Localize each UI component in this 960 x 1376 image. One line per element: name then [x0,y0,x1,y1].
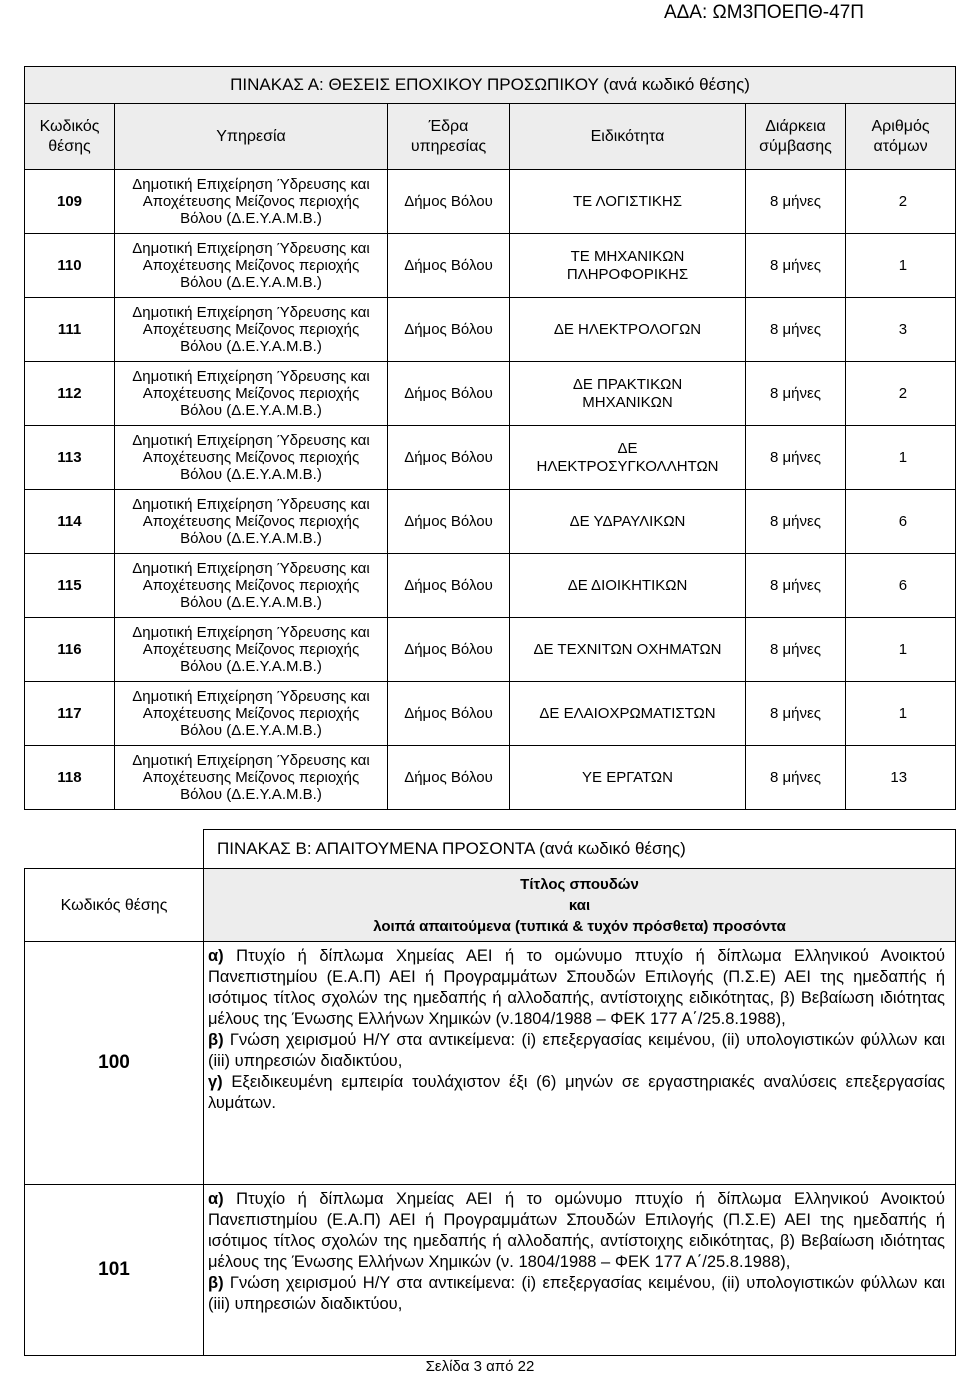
staff-count: 2 [846,362,956,426]
specialty: ΔΕ ΤΕΧΝΙΤΩΝ ΟΧΗΜΑΤΩΝ [510,618,746,682]
table-b-spacer [25,830,204,869]
position-code: 114 [25,490,115,554]
requirement-item: β) Γνώση χειρισμού Η/Υ στα αντικείμενα: (i) επεξεργασίας κειμένου, (ii) υπολογιστικών φύλλων και (iii) υπηρεσιών διαδικτύου, [208,1031,945,1070]
staff-count: 6 [846,554,956,618]
specialty: ΔΕ ΠΡΑΚΤΙΚΩΝ ΜΗΧΑΝΙΚΩΝ [510,362,746,426]
specialty: ΤΕ ΛΟΓΙΣΤΙΚΗΣ [510,170,746,234]
position-code: 101 [25,1185,204,1356]
col-seat-header: Έδρα υπηρεσίας [388,104,510,170]
col-code-header: Κωδικός θέσης [25,104,115,170]
col-b-code-header: Κωδικός θέσης [25,869,204,942]
contract-duration: 8 μήνες [746,170,846,234]
table-a [24,66,956,810]
service-name: Δημοτική Επιχείρηση Ύδρευσης και Αποχέτευσης Μείζονος περιοχής Βόλου (Δ.Ε.Υ.Α.Μ.Β.) [115,298,388,362]
contract-duration: 8 μήνες [746,682,846,746]
contract-duration: 8 μήνες [746,234,846,298]
table-row [25,362,956,426]
requirement-item: α) Πτυχίο ή δίπλωμα Χημείας ΑΕΙ ή το ομώνυμο πτυχίο ή δίπλωμα Ελληνικού Ανοικτού Πανεπιστημίου (Ε.Α.Π) ΑΕΙ ή Προγραμμάτων Σπουδών Επιλογής (Π.Σ.Ε) ΑΕΙ της ημεδαπής ή ισότιμος τίτλος σχολών της ημεδαπής ή αλλοδαπής, αντίστοιχης ειδικότητας, β) Βεβαίωση ιδιότητας μέλους της Ένωσης Ελλήνων Χημικών (ν.1804/1988 – ΦΕΚ 177 Α΄/25.8.1988), [208,947,945,1028]
service-seat: Δήμος Βόλου [388,682,510,746]
col-specialty-header: Ειδικότητα [510,104,746,170]
staff-count: 1 [846,426,956,490]
specialty: ΥΕ ΕΡΓΑΤΩΝ [510,746,746,810]
staff-count: 3 [846,298,956,362]
contract-duration: 8 μήνες [746,490,846,554]
table-row [25,746,956,810]
contract-duration: 8 μήνες [746,618,846,682]
service-name: Δημοτική Επιχείρηση Ύδρευσης και Αποχέτευσης Μείζονος περιοχής Βόλου (Δ.Ε.Υ.Α.Μ.Β.) [115,746,388,810]
table-row [25,426,956,490]
staff-count: 1 [846,234,956,298]
requirements-row [25,1185,956,1356]
service-name: Δημοτική Επιχείρηση Ύδρευσης και Αποχέτευσης Μείζονος περιοχής Βόλου (Δ.Ε.Υ.Α.Μ.Β.) [115,682,388,746]
requirements-text [204,1185,956,1356]
service-name: Δημοτική Επιχείρηση Ύδρευσης και Αποχέτευσης Μείζονος περιοχής Βόλου (Δ.Ε.Υ.Α.Μ.Β.) [115,170,388,234]
service-name: Δημοτική Επιχείρηση Ύδρευσης και Αποχέτευσης Μείζονος περιοχής Βόλου (Δ.Ε.Υ.Α.Μ.Β.) [115,426,388,490]
position-code: 117 [25,682,115,746]
service-seat: Δήμος Βόλου [388,170,510,234]
page-number: Σελίδα 3 από 22 [425,1358,535,1375]
requirements-row [25,942,956,1185]
staff-count: 13 [846,746,956,810]
staff-count: 2 [846,170,956,234]
service-name: Δημοτική Επιχείρηση Ύδρευσης και Αποχέτευσης Μείζονος περιοχής Βόλου (Δ.Ε.Υ.Α.Μ.Β.) [115,490,388,554]
table-row [25,298,956,362]
table-row [25,170,956,234]
service-seat: Δήμος Βόλου [388,554,510,618]
col-b-req-header: Τίτλος σπουδών και λοιπά απαιτούμενα (τυπικά & τυχόν πρόσθετα) προσόντα [204,869,956,942]
service-name: Δημοτική Επιχείρηση Ύδρευσης και Αποχέτευσης Μείζονος περιοχής Βόλου (Δ.Ε.Υ.Α.Μ.Β.) [115,234,388,298]
specialty: ΔΕ ΥΔΡΑΥΛΙΚΩΝ [510,490,746,554]
position-code: 115 [25,554,115,618]
col-count-header: Αριθμός ατόμων [846,104,956,170]
service-name: Δημοτική Επιχείρηση Ύδρευσης και Αποχέτευσης Μείζονος περιοχής Βόλου (Δ.Ε.Υ.Α.Μ.Β.) [115,618,388,682]
requirements-text [204,942,956,1185]
position-code: 118 [25,746,115,810]
contract-duration: 8 μήνες [746,298,846,362]
position-code: 109 [25,170,115,234]
ada-code: ΑΔΑ: ΩΜ3ΠΟΕΠΘ-47Π [663,2,864,23]
table-row [25,234,956,298]
service-seat: Δήμος Βόλου [388,490,510,554]
contract-duration: 8 μήνες [746,554,846,618]
table-b-title: ΠΙΝΑΚΑΣ Β: ΑΠΑΙΤΟΥΜΕΝΑ ΠΡΟΣΟΝΤΑ (ανά κωδικό θέσης) [204,830,956,869]
table-row [25,618,956,682]
staff-count: 1 [846,618,956,682]
position-code: 110 [25,234,115,298]
specialty: ΔΕ ΗΛΕΚΤΡΟΣΥΓΚΟΛΛΗΤΩΝ [510,426,746,490]
requirement-item: β) Γνώση χειρισμού Η/Υ στα αντικείμενα: (i) επεξεργασίας κειμένου, (ii) υπολογιστικών φύλλων και (iii) υπηρεσιών διαδικτύου, [208,1274,945,1313]
requirement-item: γ) Εξειδικευμένη εμπειρία τουλάχιστον έξι (6) μηνών σε εργαστηριακές αναλύσεις επεξεργασίας λυμάτων. [208,1073,945,1112]
specialty: ΤΕ ΜΗΧΑΝΙΚΩΝ ΠΛΗΡΟΦΟΡΙΚΗΣ [510,234,746,298]
service-seat: Δήμος Βόλου [388,362,510,426]
specialty: ΔΕ ΗΛΕΚΤΡΟΛΟΓΩΝ [510,298,746,362]
contract-duration: 8 μήνες [746,426,846,490]
contract-duration: 8 μήνες [746,362,846,426]
contract-duration: 8 μήνες [746,746,846,810]
service-seat: Δήμος Βόλου [388,746,510,810]
staff-count: 1 [846,682,956,746]
col-duration-header: Διάρκεια σύμβασης [746,104,846,170]
service-name: Δημοτική Επιχείρηση Ύδρευσης και Αποχέτευσης Μείζονος περιοχής Βόλου (Δ.Ε.Υ.Α.Μ.Β.) [115,362,388,426]
staff-count: 6 [846,490,956,554]
position-code: 113 [25,426,115,490]
requirement-item: α) Πτυχίο ή δίπλωμα Χημείας ΑΕΙ ή το ομώνυμο πτυχίο ή δίπλωμα Ελληνικού Ανοικτού Πανεπιστημίου (Ε.Α.Π) ΑΕΙ ή Προγραμμάτων Σπουδών Επιλογής (Π.Σ.Ε) ΑΕΙ της ημεδαπής ή ισότιμος τίτλος σχολών της ημεδαπής ή αλλοδαπής, αντίστοιχης ειδικότητας, β) Βεβαίωση ιδιότητας μέλους της Ένωσης Ελλήνων Χημικών (ν. 1804/1988 – ΦΕΚ 177 Α΄/25.8.1988), [208,1190,945,1271]
specialty: ΔΕ ΔΙΟΙΚΗΤΙΚΩΝ [510,554,746,618]
service-seat: Δήμος Βόλου [388,234,510,298]
service-seat: Δήμος Βόλου [388,298,510,362]
service-name: Δημοτική Επιχείρηση Ύδρευσης και Αποχέτευσης Μείζονος περιοχής Βόλου (Δ.Ε.Υ.Α.Μ.Β.) [115,554,388,618]
col-service-header: Υπηρεσία [115,104,388,170]
service-seat: Δήμος Βόλου [388,618,510,682]
table-row [25,554,956,618]
specialty: ΔΕ ΕΛΑΙΟΧΡΩΜΑΤΙΣΤΩΝ [510,682,746,746]
table-row [25,490,956,554]
table-a-title: ΠΙΝΑΚΑΣ Α: ΘΕΣΕΙΣ ΕΠΟΧΙΚΟΥ ΠΡΟΣΩΠΙΚΟΥ (ανά κωδικό θέσης) [25,67,956,104]
position-code: 112 [25,362,115,426]
service-seat: Δήμος Βόλου [388,426,510,490]
position-code: 116 [25,618,115,682]
position-code: 111 [25,298,115,362]
table-b [24,829,956,1356]
table-row [25,682,956,746]
position-code: 100 [25,942,204,1185]
